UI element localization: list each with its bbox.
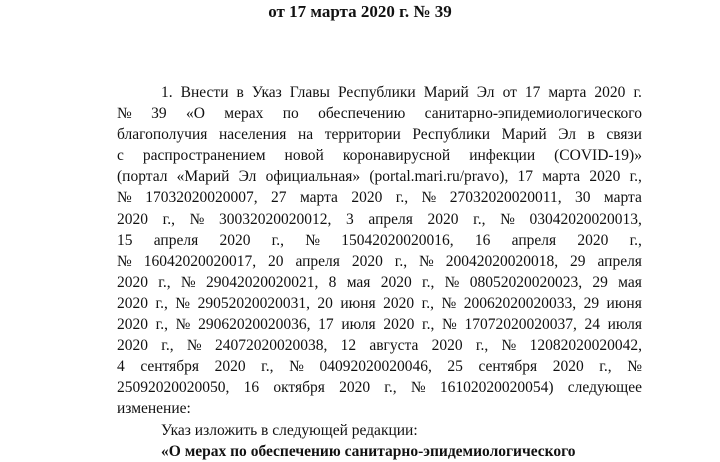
word: 8	[328, 273, 337, 291]
word: 39	[151, 105, 167, 123]
word: Республики	[337, 84, 416, 101]
word: г.,	[421, 316, 435, 334]
word: №	[501, 337, 517, 355]
text-line	[117, 209, 642, 230]
word: мая	[346, 273, 371, 291]
word: 25	[447, 358, 463, 376]
word: 2020	[117, 273, 148, 291]
word: 29062020020036,	[198, 316, 311, 334]
word: новой	[284, 147, 324, 165]
word: 29052020020031,	[197, 294, 310, 312]
word: 2020	[117, 316, 148, 334]
word: (портал	[117, 168, 168, 186]
word: июня	[606, 294, 642, 312]
text-line	[117, 377, 642, 398]
text-line	[117, 441, 642, 462]
word: 2020	[117, 210, 148, 228]
text-line	[117, 230, 642, 251]
word: санитарно-эпидемиологического	[344, 442, 576, 460]
text-line	[117, 103, 642, 124]
word: мерах	[184, 442, 231, 460]
word: Указ	[161, 421, 195, 439]
word: №	[442, 316, 457, 334]
word: апреля	[597, 252, 642, 270]
word: №	[117, 105, 132, 123]
word: 17	[318, 316, 334, 334]
word: 16042020020017,	[143, 252, 257, 270]
word: апреля	[295, 252, 340, 270]
word: (COVID-19)»	[554, 147, 642, 165]
word: Эл	[476, 84, 495, 101]
word: сентября	[140, 358, 200, 376]
word: от	[502, 84, 517, 101]
word: Эл	[558, 126, 576, 144]
text-line	[117, 145, 642, 166]
word: г.,	[155, 316, 169, 334]
word: 17032020020007,	[145, 189, 258, 207]
word: №	[189, 210, 205, 228]
word: г.,	[421, 294, 434, 312]
word: 2020	[339, 379, 371, 397]
word: 2020	[219, 231, 251, 249]
word: распространением	[142, 147, 266, 165]
word: г.,	[629, 231, 642, 249]
word: 2020	[589, 168, 621, 186]
word: 15	[117, 231, 133, 249]
word: редакции:	[351, 421, 418, 439]
word: по	[282, 105, 299, 123]
text-line	[117, 124, 642, 145]
text-line	[117, 335, 642, 356]
word: мая	[618, 273, 642, 291]
word: г.,	[394, 252, 408, 270]
word: г.,	[155, 294, 168, 312]
word: 2020	[351, 252, 383, 270]
word: 20062020020033,	[463, 294, 577, 312]
word: 2020	[351, 189, 383, 207]
word: 29	[592, 273, 608, 291]
word: г.,	[475, 337, 489, 355]
word: обеспечению	[250, 442, 345, 460]
word: июня	[340, 294, 376, 312]
word: №	[410, 379, 426, 397]
word: в	[236, 84, 244, 101]
word: марта	[603, 189, 642, 207]
word: на	[297, 126, 314, 144]
word: г.,	[161, 337, 174, 355]
word: 29	[570, 252, 586, 270]
word: инфекции	[469, 147, 536, 165]
word: 4	[117, 358, 125, 376]
word: 16	[243, 379, 260, 397]
word: Главы	[289, 84, 330, 101]
word: июля	[341, 316, 376, 334]
word: марта	[548, 84, 587, 101]
word: г.,	[599, 358, 612, 376]
word: населения	[218, 126, 287, 144]
document-body	[117, 82, 642, 462]
word: 20	[317, 294, 333, 312]
word: №	[441, 294, 457, 312]
word: г.,	[384, 379, 397, 397]
word: №	[305, 231, 321, 249]
word: (portal.mari.ru/pravo),	[369, 168, 509, 186]
word: №	[117, 252, 132, 270]
word: 2020	[383, 316, 415, 334]
word: благополучия	[117, 126, 208, 144]
text-line	[117, 293, 642, 314]
word: 2020	[117, 294, 148, 312]
word: 03042020020013,	[529, 210, 642, 228]
text-line	[117, 187, 642, 208]
word: мерах	[224, 105, 264, 123]
word: г.,	[421, 273, 435, 291]
word: следующей	[272, 421, 352, 439]
word: апреля	[153, 231, 199, 249]
word: с	[117, 147, 124, 165]
word: августа	[369, 337, 419, 355]
word: 30	[575, 189, 591, 207]
text-line	[117, 166, 642, 187]
word: обеспечению	[318, 105, 406, 123]
word: 04092020020046,	[319, 358, 432, 376]
word: 17	[517, 168, 534, 186]
word: следующее	[567, 379, 642, 397]
word: 24	[584, 316, 600, 334]
word: коронавирусной	[342, 147, 451, 165]
word: 17	[524, 84, 541, 101]
word: №	[500, 210, 515, 228]
word: 17072020020037,	[464, 316, 577, 334]
text-line	[117, 314, 642, 335]
word: 2020	[577, 231, 609, 249]
word: 1.	[161, 84, 173, 101]
word: марта	[542, 168, 581, 186]
word: изложить	[194, 421, 262, 439]
word: г.,	[261, 358, 274, 376]
word: апреля	[511, 231, 557, 249]
word: 2020	[380, 273, 412, 291]
word: 12082020020042,	[529, 337, 642, 355]
word: №	[444, 273, 460, 291]
word: по	[230, 442, 251, 460]
word: №	[289, 358, 304, 376]
word: «Марий	[176, 168, 230, 186]
word: №	[117, 189, 132, 207]
word: 2020	[552, 358, 584, 376]
word: в	[587, 126, 595, 144]
word: Указ	[251, 84, 282, 101]
word: Республики	[412, 126, 491, 144]
word: «О	[185, 105, 205, 123]
text-line	[117, 251, 642, 272]
word: 29042020020021,	[206, 273, 319, 291]
word: 2020	[214, 358, 246, 376]
word: связи	[606, 126, 642, 144]
text-line	[117, 272, 642, 293]
word: г.,	[271, 231, 285, 249]
word: 3	[346, 210, 354, 228]
word: 12	[340, 337, 357, 355]
word: октября	[273, 379, 325, 397]
word: 2020	[383, 294, 415, 312]
word: апреля	[368, 210, 413, 228]
text-line	[117, 356, 642, 377]
word: №	[180, 273, 196, 291]
word: официальная»	[265, 168, 361, 186]
word: №	[421, 189, 437, 207]
word: Марий	[501, 126, 547, 144]
word: г.,	[473, 210, 486, 228]
text-line	[117, 82, 642, 103]
word: «О	[161, 442, 185, 460]
word: №	[419, 252, 434, 270]
word: территории	[324, 126, 401, 144]
word: 24072020020038,	[214, 337, 328, 355]
word: г.,	[158, 273, 171, 291]
word: 2020	[594, 84, 626, 101]
word: 30032020020012,	[219, 210, 332, 228]
word: 20042020020018,	[445, 252, 559, 270]
text-line	[117, 420, 642, 441]
word: в	[261, 421, 273, 439]
word: изменение:	[117, 400, 191, 418]
word: г.,	[629, 168, 642, 186]
text-line	[117, 398, 642, 419]
word: 29	[583, 294, 600, 312]
word: 15042020020016,	[341, 231, 454, 249]
word: г.,	[162, 210, 175, 228]
word: Эл	[238, 168, 257, 186]
word: санитарно-эпидемиологического	[424, 105, 642, 123]
word: №	[175, 316, 191, 334]
word: Внести	[180, 84, 229, 101]
word: 16	[474, 231, 491, 249]
document-heading: от 17 марта 2020 г. № 39	[268, 2, 452, 21]
word: 2020	[431, 337, 463, 355]
word: №	[175, 294, 191, 312]
word: 27	[271, 189, 287, 207]
word: г.,	[395, 189, 409, 207]
word: июля	[607, 316, 642, 334]
word: 25092020020050,	[117, 379, 230, 397]
word: г.	[633, 84, 642, 101]
word: сентября	[478, 358, 538, 376]
word: Марий	[423, 84, 469, 101]
word: марта	[299, 189, 338, 207]
word: 20	[268, 252, 284, 270]
word: 27032020020011,	[449, 189, 562, 207]
word: 16102020020054)	[439, 379, 554, 397]
word: №	[186, 337, 202, 355]
word: 2020	[427, 210, 459, 228]
word: 08052020020023,	[469, 273, 583, 291]
word: 2020	[117, 337, 148, 355]
word: №	[627, 358, 642, 376]
